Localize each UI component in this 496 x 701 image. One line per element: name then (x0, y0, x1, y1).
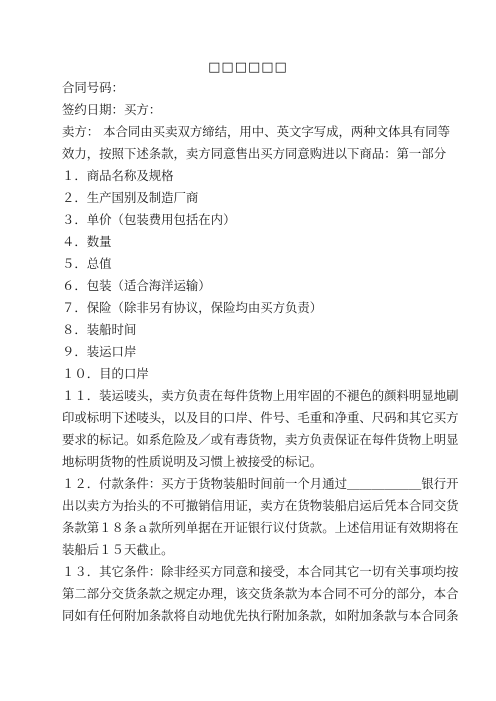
paragraph-line: 出以卖方为抬头的不可撤销信用证，卖方在货物装船启运后凭本合同交货 (62, 498, 459, 513)
paragraph-line: 卖方： 本合同由买卖双方缔结，用中、英文字写成，两种文体具有同等 (62, 124, 451, 139)
paragraph-line: １１．装运唛头，卖方负责在每件货物上用牢固的不褪色的颜料明显地刷 (62, 388, 459, 403)
paragraph-line: １２．付款条件：买方于货物装船时间前一个月通过＿＿＿＿＿＿银行开 (62, 476, 459, 491)
paragraph-line: １３．其它条件：除非经买方同意和接受，本合同其它一切有关事项均按 (62, 564, 459, 579)
clause-item: ６．包装（适合海洋运输） (62, 278, 211, 293)
clause-item: ２．生产国别及制造厂商 (62, 190, 199, 205)
paragraph-line: 第二部分交货条款之规定办理，该交货条款为本合同不可分的部分，本合 (62, 586, 459, 601)
paragraph-line: 地标明货物的性质说明及习惯上被接受的标记。 (62, 454, 323, 469)
clause-item: １．商品名称及规格 (62, 168, 174, 183)
paragraph-line: 要求的标记。如系危险及／或有毒货物，卖方负责保证在每件货物上明显 (62, 432, 459, 447)
clause-item: ５．总值 (62, 256, 112, 271)
contract-number-line: 合同号码： (62, 80, 124, 95)
clause-item: ３．单价（包装费用包括在内） (62, 212, 236, 227)
paragraph-line: 效力，按照下述条款，卖方同意售出买方同意购进以下商品：第一部分 (62, 146, 447, 161)
paragraph-line: 装船后１５天截止。 (62, 542, 174, 557)
document-title: □□□□□□ (208, 60, 288, 75)
paragraph-line: 印或标明下述唛头，以及目的口岸、件号、毛重和净重、尺码和其它买方 (62, 410, 459, 425)
signing-date-line: 签约日期：买方： (62, 102, 162, 117)
clause-item: １０．目的口岸 (62, 366, 149, 381)
clause-item: ４．数量 (62, 234, 112, 249)
paragraph-line: 条款第１８条ａ款所列单据在开证银行议付货款。上述信用证有效期将在 (62, 520, 459, 535)
clause-item: ７．保险（除非另有协议，保险均由买方负责） (62, 300, 323, 315)
clause-item: ９．装运口岸 (62, 344, 137, 359)
paragraph-line: 同如有任何附加条款将自动地优先执行附加条款，如附加条款与本合同条 (62, 608, 459, 623)
clause-item: ８．装船时间 (62, 322, 137, 337)
